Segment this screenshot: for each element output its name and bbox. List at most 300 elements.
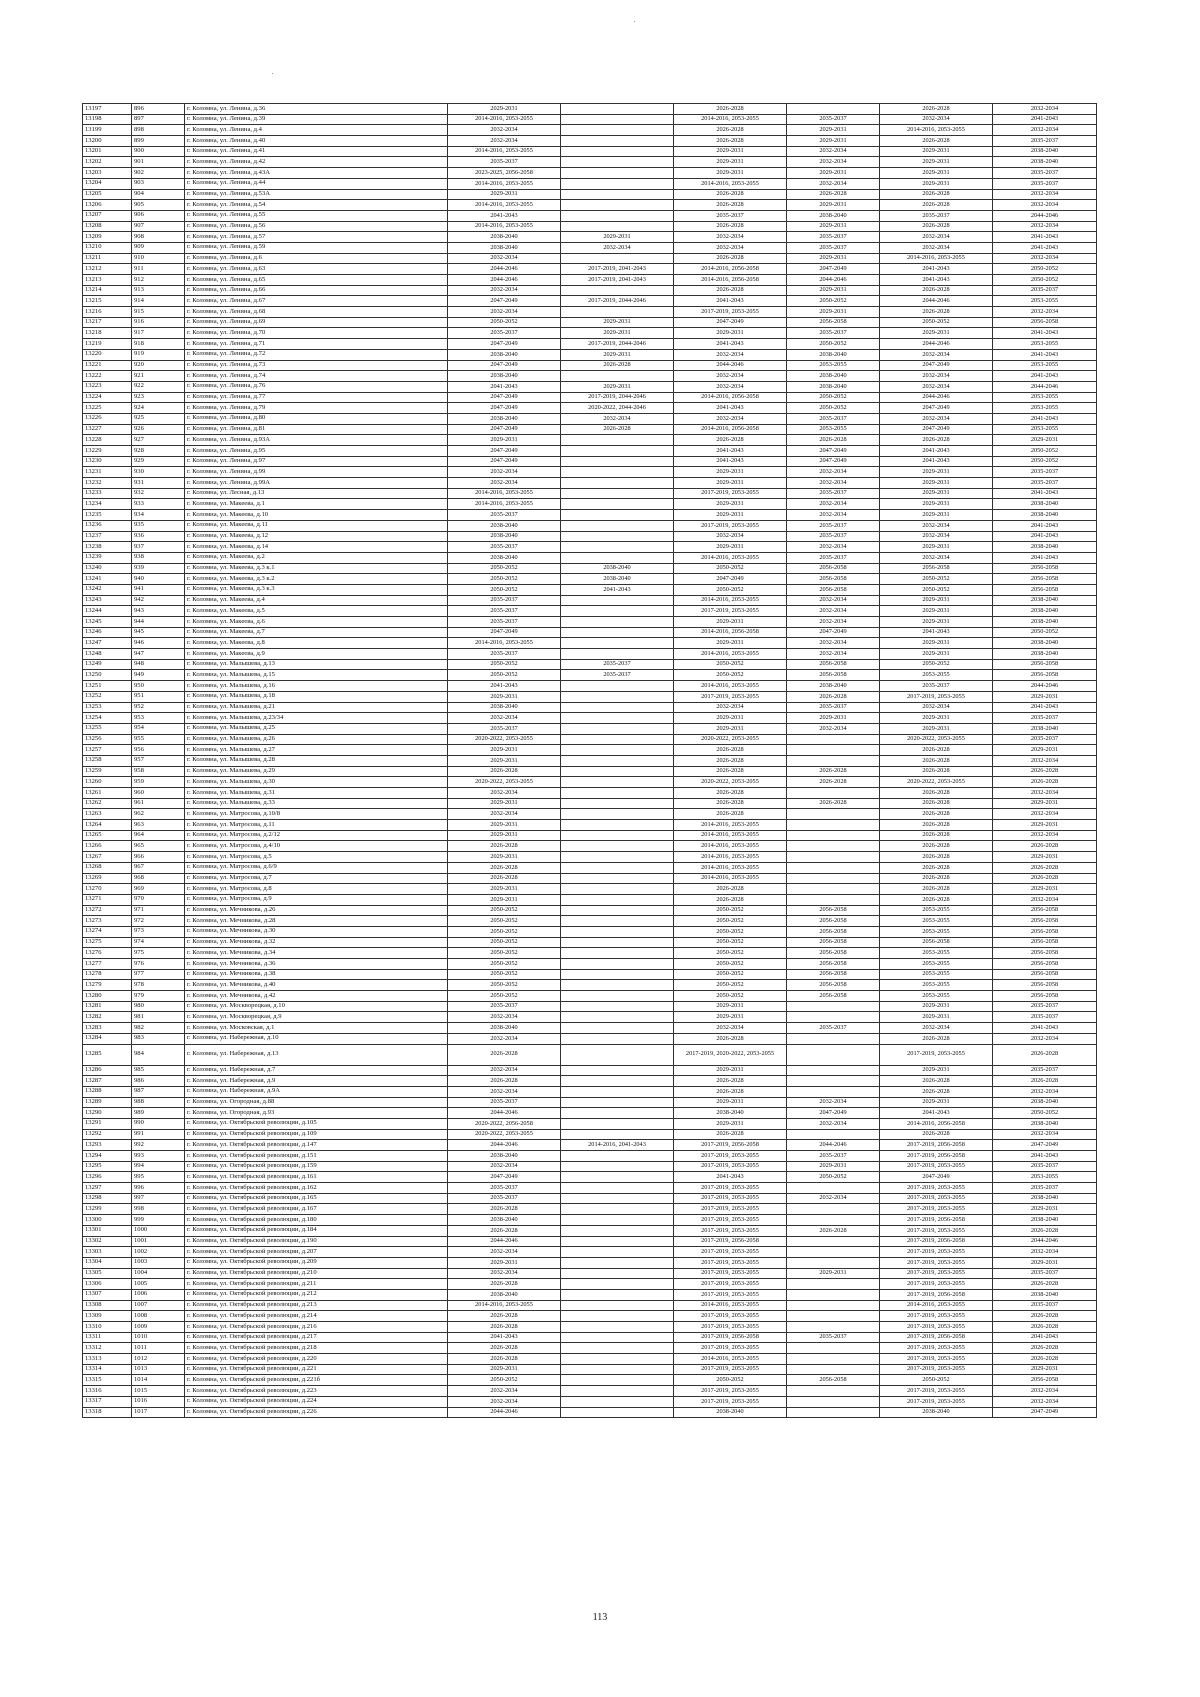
period-cell-6: 2056-2058 bbox=[993, 937, 1097, 948]
table-row bbox=[83, 403, 1097, 414]
row-id-cell: 13216 bbox=[83, 307, 132, 318]
table-row bbox=[83, 520, 1097, 531]
period-cell-4: 2035-2037 bbox=[787, 413, 880, 424]
period-cell-6: 2032-2034 bbox=[993, 755, 1097, 766]
row-number-cell: 937 bbox=[132, 542, 185, 553]
table-row bbox=[83, 1193, 1097, 1204]
period-cell-1: 2050-2052 bbox=[448, 937, 561, 948]
period-cell-5: 2035-2037 bbox=[880, 681, 993, 692]
period-cell-2 bbox=[561, 638, 674, 649]
address-cell: г. Коломна, ул. Матросова, д.6/9 bbox=[185, 862, 448, 873]
period-cell-5: 2026-2028 bbox=[880, 809, 993, 820]
period-cell-3: 2029-2031 bbox=[674, 723, 787, 734]
period-cell-6: 2032-2034 bbox=[993, 1396, 1097, 1407]
period-cell-2: 2020-2022, 2044-2046 bbox=[561, 403, 674, 414]
period-cell-5: 2053-2055 bbox=[880, 948, 993, 959]
row-number-cell: 973 bbox=[132, 926, 185, 937]
row-id-cell: 13239 bbox=[83, 552, 132, 563]
period-cell-1: 2014-2016, 2053-2055 bbox=[448, 178, 561, 189]
period-cell-1: 2032-2034 bbox=[448, 1396, 561, 1407]
period-cell-1: 2032-2034 bbox=[448, 809, 561, 820]
row-id-cell: 13260 bbox=[83, 777, 132, 788]
row-id-cell: 13223 bbox=[83, 381, 132, 392]
period-cell-1: 2050-2052 bbox=[448, 1375, 561, 1386]
period-cell-6: 2056-2058 bbox=[993, 991, 1097, 1002]
table-row bbox=[83, 723, 1097, 734]
period-cell-4: 2032-2034 bbox=[787, 146, 880, 157]
row-number-cell: 947 bbox=[132, 649, 185, 660]
row-id-cell: 13292 bbox=[83, 1129, 132, 1140]
table-row bbox=[83, 1086, 1097, 1097]
period-cell-6: 2053-2055 bbox=[993, 360, 1097, 371]
period-cell-1: 2035-2037 bbox=[448, 1097, 561, 1108]
table-row bbox=[83, 392, 1097, 403]
row-number-cell: 915 bbox=[132, 307, 185, 318]
period-cell-1: 2038-2040 bbox=[448, 413, 561, 424]
period-cell-4 bbox=[787, 1065, 880, 1076]
period-cell-3: 2029-2031 bbox=[674, 1118, 787, 1129]
period-cell-1: 2026-2028 bbox=[448, 1279, 561, 1290]
period-cell-2 bbox=[561, 980, 674, 991]
period-cell-3: 2050-2052 bbox=[674, 563, 787, 574]
row-id-cell: 13288 bbox=[83, 1086, 132, 1097]
row-id-cell: 13207 bbox=[83, 210, 132, 221]
period-cell-6: 2029-2031 bbox=[993, 691, 1097, 702]
table-row bbox=[83, 136, 1097, 147]
period-cell-3: 2026-2028 bbox=[674, 809, 787, 820]
period-cell-3: 2035-2037 bbox=[674, 210, 787, 221]
period-cell-6: 2029-2031 bbox=[993, 820, 1097, 831]
period-cell-1: 2032-2034 bbox=[448, 478, 561, 489]
address-cell: г. Коломна, ул. Мечникова, д.42 bbox=[185, 991, 448, 1002]
period-cell-5: 2053-2055 bbox=[880, 991, 993, 1002]
row-number-cell: 923 bbox=[132, 392, 185, 403]
period-cell-2 bbox=[561, 1386, 674, 1397]
period-cell-4: 2047-2049 bbox=[787, 456, 880, 467]
row-id-cell: 13200 bbox=[83, 136, 132, 147]
period-cell-5: 2053-2055 bbox=[880, 926, 993, 937]
period-cell-2 bbox=[561, 595, 674, 606]
period-cell-2 bbox=[561, 862, 674, 873]
period-cell-3: 2017-2019, 2053-2055 bbox=[674, 1268, 787, 1279]
row-number-cell: 1002 bbox=[132, 1247, 185, 1258]
row-number-cell: 933 bbox=[132, 499, 185, 510]
table-row bbox=[83, 381, 1097, 392]
period-cell-2: 2017-2019, 2044-2046 bbox=[561, 392, 674, 403]
address-cell: г. Коломна, ул. Октябрьской революции, д.226 bbox=[185, 1407, 448, 1418]
period-cell-2 bbox=[561, 1012, 674, 1023]
period-cell-2 bbox=[561, 136, 674, 147]
table-row bbox=[83, 894, 1097, 905]
period-cell-6: 2026-2028 bbox=[993, 1044, 1097, 1065]
period-cell-2 bbox=[561, 446, 674, 457]
period-cell-4: 2038-2040 bbox=[787, 371, 880, 382]
period-cell-1: 2020-2022, 2056-2058 bbox=[448, 1118, 561, 1129]
row-id-cell: 13283 bbox=[83, 1023, 132, 1034]
period-cell-1: 2041-2043 bbox=[448, 1332, 561, 1343]
period-cell-6: 2026-2028 bbox=[993, 1076, 1097, 1087]
period-cell-2 bbox=[561, 852, 674, 863]
period-cell-3: 2038-2040 bbox=[674, 1407, 787, 1418]
table-row bbox=[83, 1012, 1097, 1023]
row-number-cell: 906 bbox=[132, 210, 185, 221]
period-cell-5: 2017-2019, 2053-2055 bbox=[880, 1268, 993, 1279]
period-cell-3: 2032-2034 bbox=[674, 242, 787, 253]
row-id-cell: 13291 bbox=[83, 1118, 132, 1129]
row-id-cell: 13257 bbox=[83, 745, 132, 756]
period-cell-3: 2050-2052 bbox=[674, 1375, 787, 1386]
table-row bbox=[83, 1268, 1097, 1279]
period-cell-4: 2032-2034 bbox=[787, 1118, 880, 1129]
row-id-cell: 13218 bbox=[83, 328, 132, 339]
period-cell-3: 2014-2016, 2053-2055 bbox=[674, 1354, 787, 1365]
period-cell-2 bbox=[561, 1108, 674, 1119]
period-cell-3: 2026-2028 bbox=[674, 1076, 787, 1087]
table-row bbox=[83, 1001, 1097, 1012]
address-cell: г. Коломна, ул. Малышева, д.26 bbox=[185, 734, 448, 745]
period-cell-4: 2056-2058 bbox=[787, 948, 880, 959]
period-cell-3: 2050-2052 bbox=[674, 659, 787, 670]
address-cell: г. Коломна, ул. Макеева, д.5 bbox=[185, 606, 448, 617]
row-id-cell: 13231 bbox=[83, 467, 132, 478]
period-cell-5: 2029-2031 bbox=[880, 146, 993, 157]
row-id-cell: 13276 bbox=[83, 948, 132, 959]
period-cell-2 bbox=[561, 713, 674, 724]
period-cell-4 bbox=[787, 1289, 880, 1300]
address-cell: г. Коломна, ул. Октябрьской революции, д.162 bbox=[185, 1183, 448, 1194]
table-row bbox=[83, 649, 1097, 660]
period-cell-6: 2056-2058 bbox=[993, 959, 1097, 970]
table-row bbox=[83, 659, 1097, 670]
period-cell-4: 2029-2031 bbox=[787, 1268, 880, 1279]
address-cell: г. Коломна, ул. Матросова, д.2/12 bbox=[185, 830, 448, 841]
row-id-cell: 13289 bbox=[83, 1097, 132, 1108]
period-cell-6: 2044-2046 bbox=[993, 1236, 1097, 1247]
table-row bbox=[83, 210, 1097, 221]
period-cell-2 bbox=[561, 552, 674, 563]
period-cell-1: 2038-2040 bbox=[448, 1215, 561, 1226]
row-number-cell: 979 bbox=[132, 991, 185, 1002]
table-row bbox=[83, 371, 1097, 382]
row-number-cell: 966 bbox=[132, 852, 185, 863]
address-cell: г. Коломна, ул. Москворецкая, д.10 bbox=[185, 1001, 448, 1012]
row-id-cell: 13234 bbox=[83, 499, 132, 510]
period-cell-2 bbox=[561, 104, 674, 115]
period-cell-6: 2047-2049 bbox=[993, 1140, 1097, 1151]
period-cell-2 bbox=[561, 841, 674, 852]
period-cell-6: 2056-2058 bbox=[993, 980, 1097, 991]
table-row bbox=[83, 424, 1097, 435]
table-row bbox=[83, 1236, 1097, 1247]
table-row bbox=[83, 328, 1097, 339]
period-cell-5: 2035-2037 bbox=[880, 210, 993, 221]
period-cell-2 bbox=[561, 681, 674, 692]
period-cell-1: 2050-2052 bbox=[448, 926, 561, 937]
address-cell: г. Коломна, ул. Малышева, д.27 bbox=[185, 745, 448, 756]
address-cell: г. Коломна, ул. Октябрьской революции, д.214 bbox=[185, 1311, 448, 1322]
period-cell-2 bbox=[561, 937, 674, 948]
period-cell-5: 2041-2043 bbox=[880, 446, 993, 457]
period-cell-6: 2050-2052 bbox=[993, 1108, 1097, 1119]
period-cell-5: 2053-2055 bbox=[880, 959, 993, 970]
row-number-cell: 960 bbox=[132, 788, 185, 799]
period-cell-4: 2050-2052 bbox=[787, 339, 880, 350]
period-cell-4: 2026-2028 bbox=[787, 777, 880, 788]
address-cell: г. Коломна, ул. Макеева, д.1 bbox=[185, 499, 448, 510]
period-cell-3: 2014-2016, 2053-2055 bbox=[674, 552, 787, 563]
table-row bbox=[83, 1151, 1097, 1162]
row-number-cell: 998 bbox=[132, 1204, 185, 1215]
period-cell-3: 2017-2019, 2020-2022, 2053-2055 bbox=[674, 1044, 787, 1065]
period-cell-1: 2038-2040 bbox=[448, 1023, 561, 1034]
period-cell-5: 2032-2034 bbox=[880, 232, 993, 243]
row-number-cell: 940 bbox=[132, 574, 185, 585]
table-row bbox=[83, 1215, 1097, 1226]
table-row bbox=[83, 1364, 1097, 1375]
period-cell-3: 2029-2031 bbox=[674, 499, 787, 510]
period-cell-6: 2029-2031 bbox=[993, 435, 1097, 446]
address-cell: г. Коломна, ул. Огородная, д.88 bbox=[185, 1097, 448, 1108]
table-row bbox=[83, 820, 1097, 831]
period-cell-4: 2032-2034 bbox=[787, 542, 880, 553]
period-cell-5: 2014-2016, 2056-2058 bbox=[880, 1118, 993, 1129]
period-cell-5: 2026-2028 bbox=[880, 221, 993, 232]
period-cell-1: 2029-2031 bbox=[448, 104, 561, 115]
period-cell-5: 2017-2019, 2053-2055 bbox=[880, 1225, 993, 1236]
period-cell-3: 2050-2052 bbox=[674, 980, 787, 991]
period-cell-2 bbox=[561, 221, 674, 232]
address-cell: г. Коломна, ул. Малышева, д.18 bbox=[185, 691, 448, 702]
row-number-cell: 989 bbox=[132, 1108, 185, 1119]
period-cell-1: 2041-2043 bbox=[448, 681, 561, 692]
period-cell-5: 2029-2031 bbox=[880, 713, 993, 724]
period-cell-6: 2044-2046 bbox=[993, 210, 1097, 221]
period-cell-3: 2017-2019, 2053-2055 bbox=[674, 1396, 787, 1407]
table-row bbox=[83, 852, 1097, 863]
period-cell-6: 2032-2034 bbox=[993, 189, 1097, 200]
period-cell-3: 2017-2019, 2053-2055 bbox=[674, 520, 787, 531]
period-cell-4: 2026-2028 bbox=[787, 691, 880, 702]
address-cell: г. Коломна, ул. Ленина, д.93А bbox=[185, 435, 448, 446]
period-cell-3: 2041-2043 bbox=[674, 403, 787, 414]
row-number-cell: 976 bbox=[132, 959, 185, 970]
address-cell: г. Коломна, ул. Ленина, д.59 bbox=[185, 242, 448, 253]
period-cell-3: 2032-2034 bbox=[674, 531, 787, 542]
period-cell-3: 2026-2028 bbox=[674, 104, 787, 115]
row-id-cell: 13206 bbox=[83, 200, 132, 211]
period-cell-2 bbox=[561, 157, 674, 168]
period-cell-4: 2056-2058 bbox=[787, 659, 880, 670]
period-cell-3: 2041-2043 bbox=[674, 1172, 787, 1183]
period-cell-4: 2032-2034 bbox=[787, 467, 880, 478]
period-cell-6: 2038-2040 bbox=[993, 542, 1097, 553]
period-cell-6: 2032-2034 bbox=[993, 809, 1097, 820]
period-cell-3: 2032-2034 bbox=[674, 1023, 787, 1034]
period-cell-6: 2047-2049 bbox=[993, 1407, 1097, 1418]
address-cell: г. Коломна, ул. Ленина, д.69 bbox=[185, 317, 448, 328]
period-cell-3: 2014-2016, 2053-2055 bbox=[674, 681, 787, 692]
period-cell-3: 2026-2028 bbox=[674, 1086, 787, 1097]
period-cell-1: 2035-2037 bbox=[448, 649, 561, 660]
period-cell-2: 2032-2034 bbox=[561, 242, 674, 253]
period-cell-5: 2017-2019, 2053-2055 bbox=[880, 1247, 993, 1258]
period-cell-3: 2014-2016, 2053-2055 bbox=[674, 114, 787, 125]
period-cell-1: 2035-2037 bbox=[448, 1001, 561, 1012]
address-cell: г. Коломна, ул. Ленина, д.79 bbox=[185, 403, 448, 414]
table-row bbox=[83, 1076, 1097, 1087]
row-id-cell: 13306 bbox=[83, 1279, 132, 1290]
period-cell-2: 2038-2040 bbox=[561, 574, 674, 585]
row-id-cell: 13214 bbox=[83, 285, 132, 296]
period-cell-3: 2029-2031 bbox=[674, 1001, 787, 1012]
period-cell-1: 2014-2016, 2053-2055 bbox=[448, 499, 561, 510]
period-cell-6: 2056-2058 bbox=[993, 916, 1097, 927]
period-cell-4: 2029-2031 bbox=[787, 253, 880, 264]
period-cell-2 bbox=[561, 1225, 674, 1236]
row-id-cell: 13245 bbox=[83, 617, 132, 628]
address-cell: г. Коломна, ул. Ленина, д.4 bbox=[185, 125, 448, 136]
row-number-cell: 924 bbox=[132, 403, 185, 414]
period-cell-5: 2047-2049 bbox=[880, 360, 993, 371]
period-cell-1: 2035-2037 bbox=[448, 328, 561, 339]
period-cell-3: 2017-2019, 2053-2055 bbox=[674, 606, 787, 617]
period-cell-1: 2029-2031 bbox=[448, 745, 561, 756]
period-cell-2 bbox=[561, 798, 674, 809]
period-cell-3: 2017-2019, 2053-2055 bbox=[674, 1364, 787, 1375]
period-cell-5: 2026-2028 bbox=[880, 894, 993, 905]
period-cell-5: 2032-2034 bbox=[880, 520, 993, 531]
table-row bbox=[83, 1118, 1097, 1129]
period-cell-3: 2032-2034 bbox=[674, 381, 787, 392]
period-cell-3: 2050-2052 bbox=[674, 991, 787, 1002]
table-row bbox=[83, 745, 1097, 756]
table-row bbox=[83, 189, 1097, 200]
table-row bbox=[83, 104, 1097, 115]
row-id-cell: 13251 bbox=[83, 681, 132, 692]
row-number-cell: 971 bbox=[132, 905, 185, 916]
period-cell-3: 2026-2028 bbox=[674, 200, 787, 211]
period-cell-2 bbox=[561, 488, 674, 499]
period-cell-4: 2056-2058 bbox=[787, 584, 880, 595]
period-cell-1: 2026-2028 bbox=[448, 873, 561, 884]
period-cell-5: 2026-2028 bbox=[880, 1129, 993, 1140]
period-cell-4 bbox=[787, 1247, 880, 1258]
row-id-cell: 13235 bbox=[83, 510, 132, 521]
period-cell-3: 2026-2028 bbox=[674, 788, 787, 799]
period-cell-2 bbox=[561, 307, 674, 318]
period-cell-1: 2044-2046 bbox=[448, 264, 561, 275]
address-cell: г. Коломна, ул. Ленина, д.6 bbox=[185, 253, 448, 264]
table-row bbox=[83, 617, 1097, 628]
address-cell: г. Коломна, ул. Мечникова, д.32 bbox=[185, 937, 448, 948]
period-cell-1: 2050-2052 bbox=[448, 659, 561, 670]
period-cell-6: 2035-2037 bbox=[993, 168, 1097, 179]
period-cell-6: 2056-2058 bbox=[993, 670, 1097, 681]
row-id-cell: 13254 bbox=[83, 713, 132, 724]
period-cell-5: 2026-2028 bbox=[880, 841, 993, 852]
period-cell-5: 2017-2019, 2056-2058 bbox=[880, 1215, 993, 1226]
address-cell: г. Коломна, ул. Набережная, д.9 bbox=[185, 1076, 448, 1087]
period-cell-2 bbox=[561, 1300, 674, 1311]
row-number-cell: 975 bbox=[132, 948, 185, 959]
address-cell: г. Коломна, ул. Октябрьской революции, д.210 bbox=[185, 1268, 448, 1279]
period-cell-4: 2056-2058 bbox=[787, 926, 880, 937]
period-cell-6: 2050-2052 bbox=[993, 446, 1097, 457]
period-cell-4: 2029-2031 bbox=[787, 221, 880, 232]
period-cell-6: 2038-2040 bbox=[993, 1215, 1097, 1226]
period-cell-3: 2026-2028 bbox=[674, 884, 787, 895]
row-id-cell: 13296 bbox=[83, 1172, 132, 1183]
row-id-cell: 13275 bbox=[83, 937, 132, 948]
table-row bbox=[83, 670, 1097, 681]
period-cell-6: 2056-2058 bbox=[993, 926, 1097, 937]
period-cell-4: 2038-2040 bbox=[787, 210, 880, 221]
table-row bbox=[83, 242, 1097, 253]
period-cell-6: 2038-2040 bbox=[993, 595, 1097, 606]
table-row bbox=[83, 1322, 1097, 1333]
row-id-cell: 13259 bbox=[83, 766, 132, 777]
period-cell-3: 2029-2031 bbox=[674, 713, 787, 724]
table-row bbox=[83, 221, 1097, 232]
period-cell-5: 2017-2019, 2053-2055 bbox=[880, 1322, 993, 1333]
period-cell-1: 2029-2031 bbox=[448, 1257, 561, 1268]
address-cell: г. Коломна, ул. Октябрьской революции, д.220 bbox=[185, 1354, 448, 1365]
table-row bbox=[83, 1204, 1097, 1215]
period-cell-2 bbox=[561, 959, 674, 970]
table-row bbox=[83, 841, 1097, 852]
table-row bbox=[83, 1247, 1097, 1258]
table-row bbox=[83, 467, 1097, 478]
period-cell-4: 2035-2037 bbox=[787, 1023, 880, 1034]
period-cell-5: 2029-2031 bbox=[880, 499, 993, 510]
period-cell-5: 2029-2031 bbox=[880, 1097, 993, 1108]
row-number-cell: 1016 bbox=[132, 1396, 185, 1407]
row-number-cell: 1009 bbox=[132, 1322, 185, 1333]
period-cell-1: 2035-2037 bbox=[448, 617, 561, 628]
period-cell-5: 2029-2031 bbox=[880, 467, 993, 478]
period-cell-1: 2020-2022, 2053-2055 bbox=[448, 1129, 561, 1140]
period-cell-2 bbox=[561, 969, 674, 980]
table-row bbox=[83, 969, 1097, 980]
row-number-cell: 928 bbox=[132, 446, 185, 457]
period-cell-4: 2035-2037 bbox=[787, 520, 880, 531]
period-cell-5: 2047-2049 bbox=[880, 403, 993, 414]
period-cell-5: 2026-2028 bbox=[880, 745, 993, 756]
period-cell-2: 2026-2028 bbox=[561, 360, 674, 371]
period-cell-6: 2032-2034 bbox=[993, 1033, 1097, 1044]
period-cell-6: 2038-2040 bbox=[993, 638, 1097, 649]
period-cell-4: 2032-2034 bbox=[787, 510, 880, 521]
row-number-cell: 945 bbox=[132, 627, 185, 638]
address-cell: г. Коломна, ул. Набережная, д.13 bbox=[185, 1044, 448, 1065]
period-cell-6: 2053-2055 bbox=[993, 339, 1097, 350]
period-cell-6: 2044-2046 bbox=[993, 681, 1097, 692]
row-id-cell: 13215 bbox=[83, 296, 132, 307]
address-cell: г. Коломна, ул. Ленина, д.42 bbox=[185, 157, 448, 168]
period-cell-5: 2050-2052 bbox=[880, 1375, 993, 1386]
period-cell-6: 2056-2058 bbox=[993, 659, 1097, 670]
address-cell: г. Коломна, ул. Октябрьской революции, д.184 bbox=[185, 1225, 448, 1236]
period-cell-4: 2050-2052 bbox=[787, 392, 880, 403]
period-cell-1: 2020-2022, 2053-2055 bbox=[448, 734, 561, 745]
period-cell-3: 2029-2031 bbox=[674, 1065, 787, 1076]
period-cell-6: 2035-2037 bbox=[993, 1065, 1097, 1076]
address-cell: г. Коломна, ул. Октябрьской революции, д.217 bbox=[185, 1332, 448, 1343]
table-row bbox=[83, 734, 1097, 745]
row-number-cell: 996 bbox=[132, 1183, 185, 1194]
address-cell: г. Коломна, ул. Матросова, д.11 bbox=[185, 820, 448, 831]
address-cell: г. Коломна, ул. Октябрьской революции, д.165 bbox=[185, 1193, 448, 1204]
